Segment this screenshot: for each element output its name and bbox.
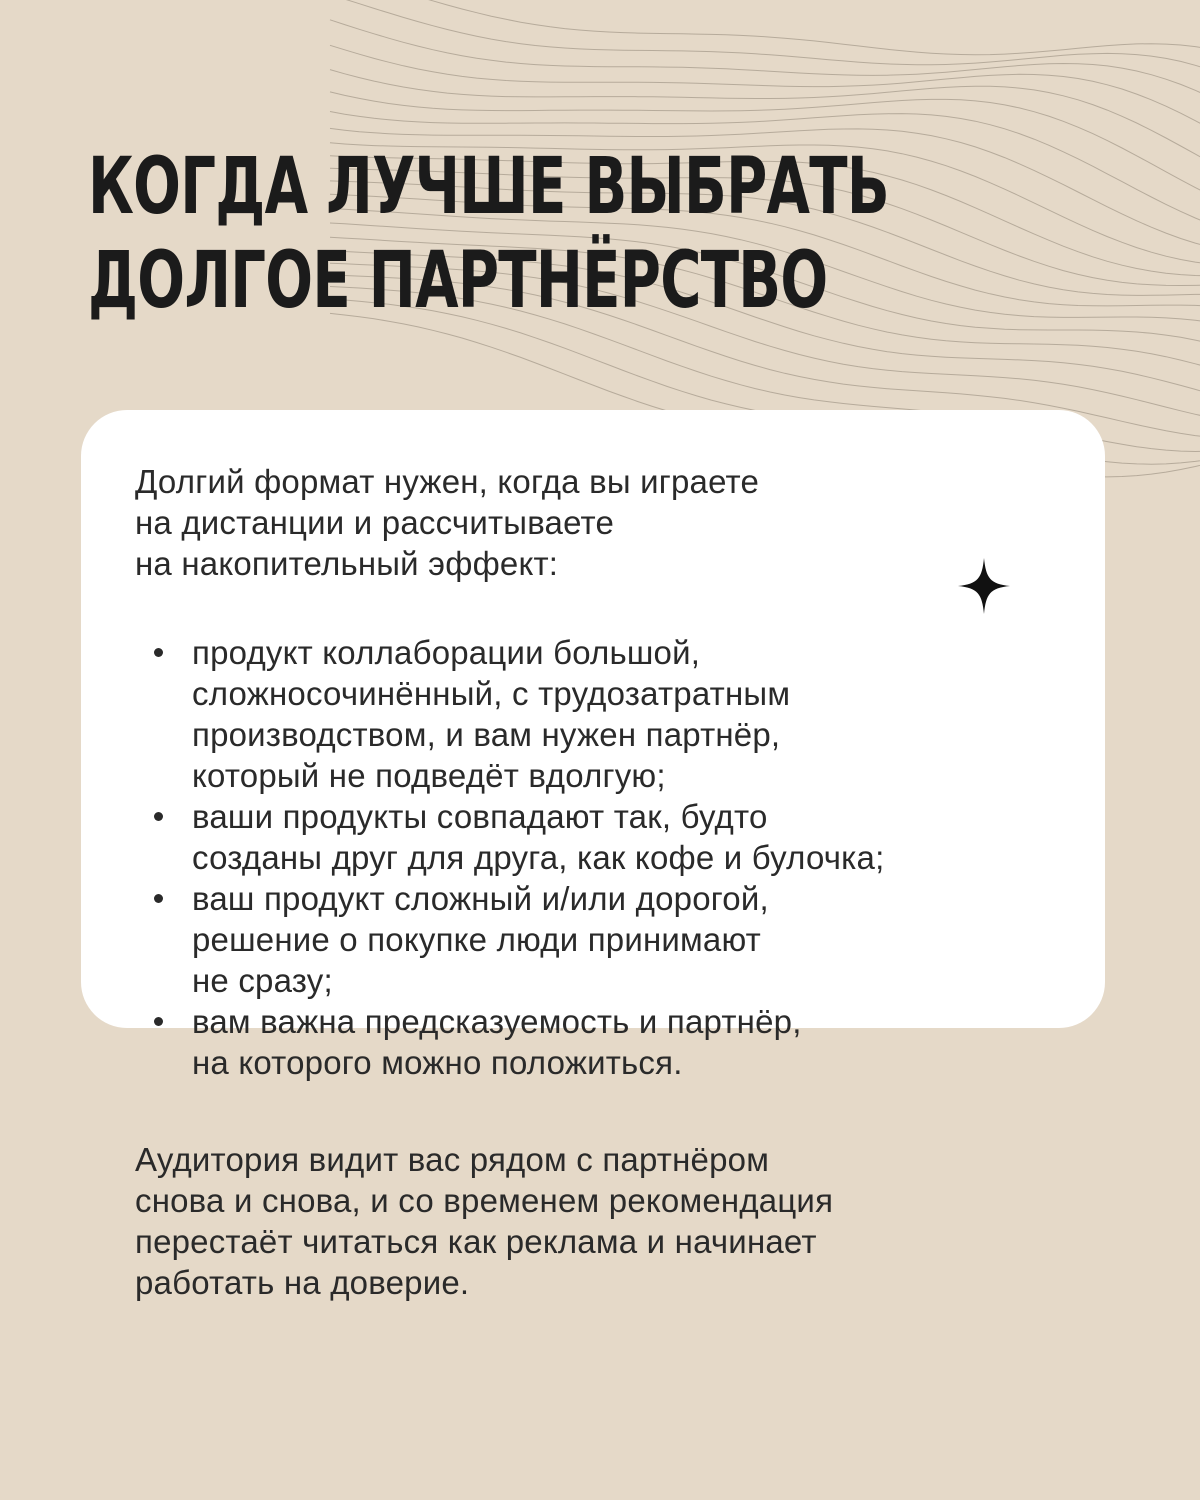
intro-line: на дистанции и рассчитываете [135,504,615,541]
wave-line [330,45,1200,128]
wave-line [330,0,1200,70]
bullet-icon [154,894,163,903]
wave-line [330,20,1200,97]
list-item-line: сложносочинённый, с трудозатратным [192,675,791,712]
bullet-icon [154,1017,163,1026]
outro-line: Аудитория видит вас рядом с партнёром [135,1141,770,1178]
title-line-1: КОГДА ЛУЧШЕ ВЫБРАТЬ [88,142,889,232]
list-item-line: продукт коллаборации большой, [192,634,701,671]
intro-line: Долгий формат нужен, когда вы играете [135,463,760,500]
outro-line: перестаёт читаться как реклама и начинает [135,1223,817,1260]
page-title [88,140,889,328]
bullet-icon [154,648,163,657]
list-item-line: вам важна предсказуемость и партнёр, [192,1003,802,1040]
bullet-icon [154,812,163,821]
list-item [154,632,884,796]
list-item [154,1001,884,1083]
list-item-line: который не подведёт вдолгую; [192,757,666,794]
wave-line [330,0,1200,55]
list-item [154,878,884,1001]
reasons-list [154,632,884,1083]
list-item-line: ваши продукты совпадают так, будто [192,798,768,835]
intro-line: на накопительный эффект: [135,545,559,582]
outro-line: работать на доверие. [135,1264,470,1301]
list-item-line: созданы друг для друга, как кофе и булочка; [192,839,885,876]
list-item-line: производством, и вам нужен партнёр, [192,716,781,753]
list-item-line: не сразу; [192,962,333,999]
list-item-line: ваш продукт сложный и/или дорогой, [192,880,769,917]
four-point-star-icon [958,558,1010,614]
list-item [154,796,884,878]
closing-paragraph [135,1139,833,1303]
intro-paragraph [135,461,759,584]
list-item-line: на которого можно положиться. [192,1044,683,1081]
title-line-2: ДОЛГОЕ ПАРТНЁРСТВО [88,236,828,326]
list-item-line: решение о покупке люди принимают [192,921,761,958]
outro-line: снова и снова, и со временем рекомендация [135,1182,834,1219]
